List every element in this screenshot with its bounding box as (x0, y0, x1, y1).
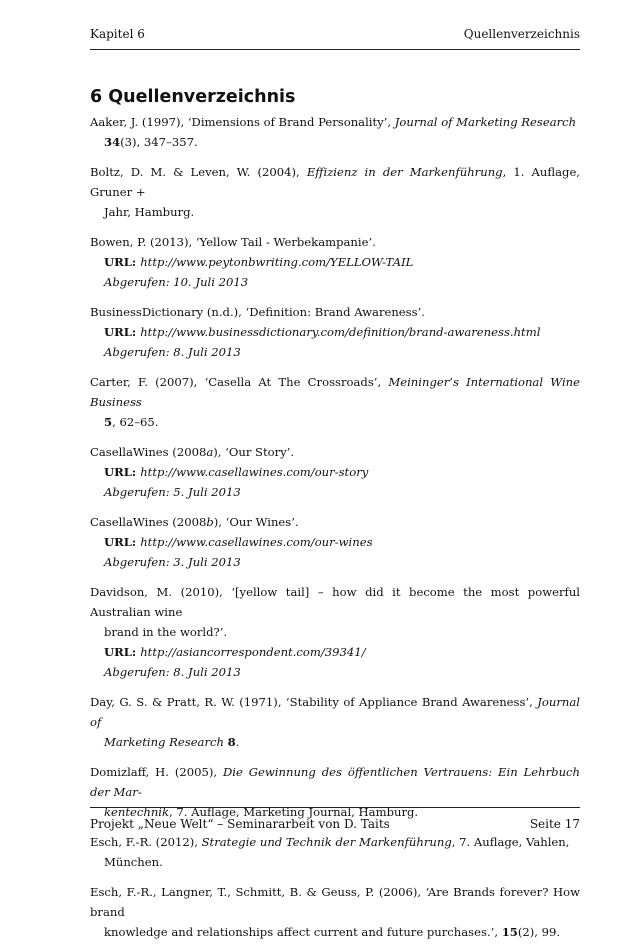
entry-text: 15 (501, 925, 518, 939)
footer-rule (90, 807, 580, 808)
entry-line (90, 115, 576, 129)
bibliography-entry (90, 582, 580, 682)
entry-text: (3), 347–357. (120, 135, 198, 149)
entry-text: knowledge and relationships affect current and future purchases.’, (104, 925, 502, 939)
entry-url-link[interactable]: http://asiancorrespondent.com/39341/ (140, 645, 366, 659)
entry-url-link[interactable]: http://www.peytonbwriting.com/YELLOW-TAIL (140, 255, 414, 269)
entry-access-date: Abgerufen: 8. Juli 2013 (104, 345, 241, 359)
entry-text: Boltz, D. M. & Leven, W. (2004), (90, 165, 307, 179)
entry-text: Marketing Research (104, 735, 224, 749)
entry-line (90, 835, 569, 849)
entry-text: , 7. Auflage, Vahlen, (451, 835, 570, 849)
entry-access-date: Abgerufen: 3. Juli 2013 (104, 555, 241, 569)
entry-line (90, 305, 425, 319)
entry-text: . (235, 735, 240, 749)
entry-text: Davidson, M. (2010), ‘[yellow tail] – how did it become the most powerful Australian wine (90, 585, 580, 619)
bibliography-entry (90, 692, 580, 752)
entry-text: CasellaWines (2008 (90, 515, 207, 529)
entry-text: München. (104, 855, 163, 869)
header-section: Quellenverzeichnis (463, 27, 580, 41)
bibliography-entry (90, 762, 580, 822)
entry-text: 5 (104, 415, 113, 429)
entry-url-line (90, 322, 580, 342)
entry-text: (2), 99. (517, 925, 561, 939)
entry-url-link[interactable]: http://www.casellawines.com/our-wines (140, 535, 373, 549)
entry-text: Bowen, P. (2013), ‘Yellow Tail - Werbekampanie’. (90, 235, 376, 249)
entry-text: Esch, F.-R., Langner, T., Schmitt, B. & Geuss, P. (2006), ‘Are Brands forever? How brand (90, 885, 580, 919)
entry-line (90, 515, 299, 529)
page-header (90, 26, 580, 42)
header-chapter: Kapitel 6 (90, 27, 145, 41)
entry-text: , 62–65. (112, 415, 159, 429)
entry-text: Strategie und Technik der Markenführung (201, 835, 452, 849)
entry-continuation (90, 732, 580, 752)
footer-project: Projekt „Neue Welt“ – Seminararbeit von D. Taits (90, 817, 390, 831)
entry-text: BusinessDictionary (n.d.), ‘Definition: Brand Awareness’. (90, 305, 425, 319)
entry-text: kentechnik (104, 805, 170, 819)
bibliography-entry (90, 232, 580, 292)
bibliography-entry (90, 512, 580, 572)
bibliography-entry (90, 112, 580, 152)
url-label: URL: (104, 645, 137, 659)
section-title: 6 Quellenverzeichnis (90, 87, 296, 107)
entry-continuation (90, 852, 580, 872)
bibliography-entry (90, 832, 580, 872)
entry-line (90, 165, 580, 199)
entry-text: Journal of (90, 695, 580, 729)
entry-continuation (90, 922, 580, 942)
entry-line (90, 695, 580, 729)
entry-text: Esch, F.-R. (2012), (90, 835, 202, 849)
url-label: URL: (104, 535, 137, 549)
entry-continuation (90, 412, 580, 432)
url-label: URL: (104, 325, 137, 339)
entry-url-link[interactable]: http://www.casellawines.com/our-story (140, 465, 369, 479)
bibliography-entry (90, 882, 580, 942)
entry-text: Journal of Marketing Research (394, 115, 577, 129)
entry-text: a (206, 445, 214, 459)
entry-line (90, 375, 580, 409)
entry-text: Die Gewinnung des öffentlichen Vertrauens: Ein Lehrbuch der Mar- (90, 765, 580, 799)
entry-text: Day, G. S. & Pratt, R. W. (1971), ‘Stability of Appliance Brand Awareness’, (90, 695, 538, 709)
entry-access-date: Abgerufen: 8. Juli 2013 (104, 665, 241, 679)
entry-url-line (90, 642, 580, 662)
entry-text: Jahr, Hamburg. (104, 205, 195, 219)
entry-text: , 1. Auflage, Gruner + (90, 165, 580, 199)
entry-url-line (90, 462, 580, 482)
entry-line (90, 885, 580, 919)
header-rule (90, 49, 580, 50)
entry-text: 34 (104, 135, 121, 149)
bibliography-entry (90, 302, 580, 362)
page-footer (90, 816, 580, 832)
bibliography-entry (90, 442, 580, 502)
entry-text: Carter, F. (2007), ‘Casella At The Crossroads’, (90, 375, 389, 389)
entry-continuation (90, 132, 580, 152)
entry-text: Effizienz in der Markenführung (306, 165, 503, 179)
entry-url-line (90, 532, 580, 552)
entry-text: brand in the world?’. (104, 625, 228, 639)
entry-line (90, 585, 580, 619)
url-label: URL: (104, 465, 137, 479)
bibliography-entry (90, 372, 580, 432)
page-number: Seite 17 (529, 817, 580, 831)
entry-url-line (90, 252, 580, 272)
entry-line (90, 765, 580, 799)
entry-text: 8 (227, 735, 236, 749)
entry-text: b (206, 515, 214, 529)
entry-text: ), ‘Our Story’. (213, 445, 295, 459)
entry-url-link[interactable]: http://www.businessdictionary.com/definition/brand-awareness.html (140, 325, 541, 339)
url-label: URL: (104, 255, 137, 269)
entry-continuation (90, 622, 580, 642)
entry-text: , 7. Auflage, Marketing Journal, Hamburg. (169, 805, 419, 819)
entry-text: CasellaWines (2008 (90, 445, 207, 459)
entry-continuation (90, 202, 580, 222)
entry-access-date: Abgerufen: 10. Juli 2013 (104, 275, 249, 289)
entry-text: Aaker, J. (1997), ‘Dimensions of Brand Personality’, (90, 115, 395, 129)
entry-text: ), ‘Our Wines’. (213, 515, 299, 529)
bibliography-entry (90, 162, 580, 222)
entry-text: Domizlaff, H. (2005), (90, 765, 223, 779)
entry-line (90, 235, 376, 249)
entry-access-date: Abgerufen: 5. Juli 2013 (104, 485, 241, 499)
entry-line (90, 445, 294, 459)
entry-text: Meininger’s International Wine Business (90, 375, 580, 409)
